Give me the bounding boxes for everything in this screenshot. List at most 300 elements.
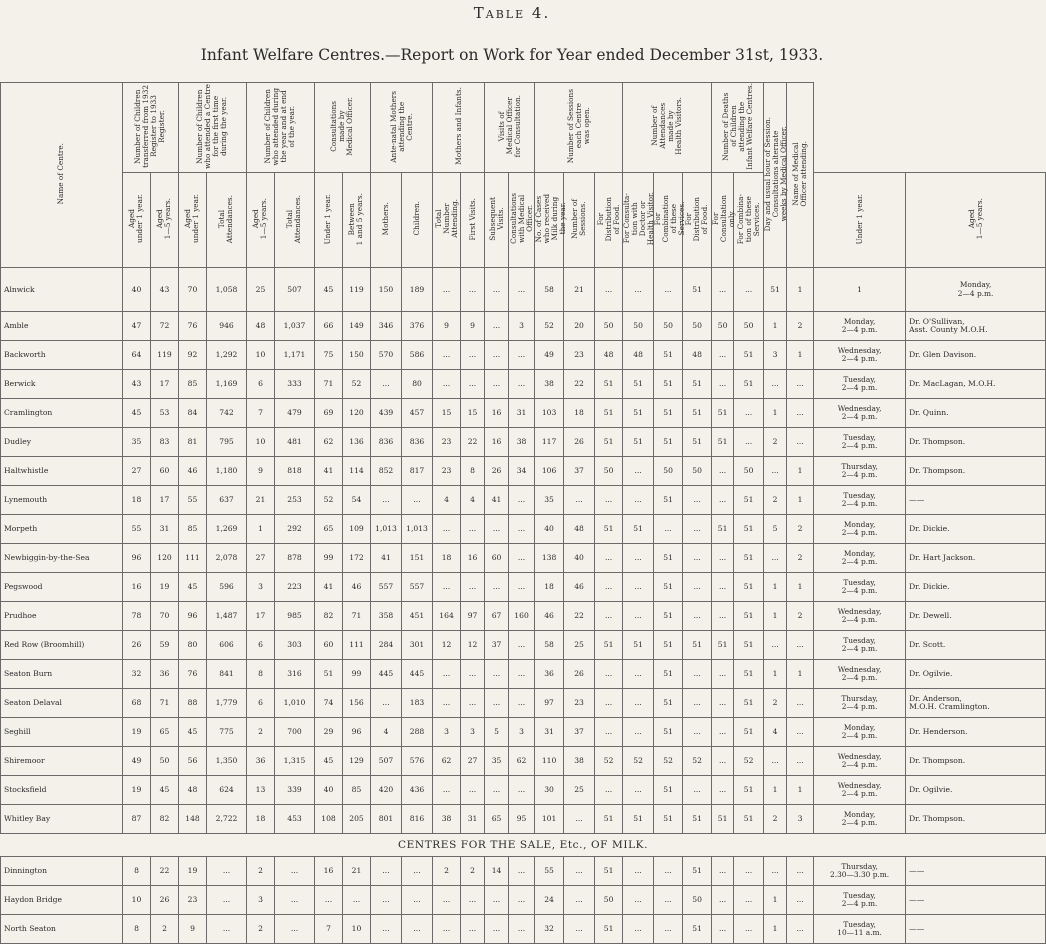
data-cell: 31 [461,805,485,834]
data-cell: 2 [787,602,814,631]
data-cell: 48 [247,312,275,341]
data-cell: 96 [123,544,151,573]
header-mothers-infants-text: Mothers and Infants. [453,87,463,166]
data-cell: 50 [654,312,683,341]
data-cell: 18 [123,486,151,515]
data-cell: 26 [485,457,509,486]
data-cell: 2 [764,689,787,718]
data-cell: 34 [509,457,535,486]
data-cell: 129 [343,747,371,776]
data-cell: ... [509,267,535,312]
medical-officer-text: —— [909,865,925,875]
data-cell: ... [433,341,461,370]
data-cell: 557 [402,573,433,602]
data-cell: 53 [151,399,179,428]
medical-officer [906,573,1046,602]
data-cell: ... [371,689,402,718]
data-cell: ... [461,886,485,915]
data-cell: ... [683,718,712,747]
data-cell: 1 [787,486,814,515]
session-day-hour-text: Wednesday, 2—4 p.m. [837,780,882,799]
data-cell: 31 [535,718,564,747]
data-cell: 26 [123,631,151,660]
data-cell: ... [654,886,683,915]
data-cell: 51 [683,370,712,399]
data-cell: 205 [343,805,371,834]
session-day-hour [814,747,906,776]
data-cell: 25 [247,267,275,312]
data-cell: 58 [535,267,564,312]
data-cell: 25 [564,776,595,805]
data-cell: 72 [151,312,179,341]
data-cell: 60 [151,457,179,486]
data-cell: 50 [595,457,623,486]
data-cell: 1 [764,660,787,689]
data-cell: ... [433,267,461,312]
table-row [1,544,1046,573]
data-cell: 8 [461,457,485,486]
data-cell: 51 [734,805,764,834]
data-cell: ... [712,486,734,515]
header-mo-name-text: Name of Medical Officer attending. [791,141,809,207]
data-cell: 23 [564,689,595,718]
data-cell: 54 [343,486,371,515]
data-cell: 71 [315,370,343,399]
data-cell: 30 [535,776,564,805]
data-cell: ... [623,544,654,573]
data-cell: 120 [343,399,371,428]
data-cell: 81 [179,428,207,457]
data-cell: 52 [535,312,564,341]
data-cell: ... [787,915,814,944]
data-cell: 41 [485,486,509,515]
data-cell: 76 [179,312,207,341]
data-cell: 852 [371,457,402,486]
data-cell: 818 [275,457,315,486]
subheader-col-6 [275,172,315,267]
medical-officer [906,457,1046,486]
data-cell: 55 [179,486,207,515]
data-cell: ... [343,886,371,915]
data-cell: ... [485,689,509,718]
data-cell: 15 [433,399,461,428]
table-row [1,857,1046,886]
table-row [1,457,1046,486]
data-cell: 51 [595,428,623,457]
data-cell: 3 [247,886,275,915]
data-cell: 51 [595,631,623,660]
medical-officer [906,312,1046,341]
header-antenatal-text: Ante-natal Mothers attending the Centre. [388,90,414,163]
data-cell: ... [712,857,734,886]
data-cell: 114 [343,457,371,486]
data-cell: ... [623,886,654,915]
data-cell: 453 [275,805,315,834]
subheader-col-16 [564,172,595,267]
data-cell: 21 [343,857,371,886]
data-cell: 97 [535,689,564,718]
data-cell: ... [207,915,247,944]
centre-name: Red Row (Broomhill) [1,631,123,660]
subheader-col-7 [315,172,343,267]
subheader-col-10-text: Children. [412,201,422,236]
data-cell: 301 [402,631,433,660]
data-cell: 43 [151,267,179,312]
data-cell: ... [433,515,461,544]
data-cell: 17 [151,486,179,515]
session-day-hour-text: Wednesday, 2—4 p.m. [837,751,882,770]
data-cell: 70 [179,267,207,312]
session-day-hour-text: Tuesday, 2—4 p.m. [841,577,878,596]
data-cell: 479 [275,399,315,428]
data-cell: 19 [179,857,207,886]
data-cell: ... [595,486,623,515]
data-cell: 48 [179,776,207,805]
data-cell: 150 [343,341,371,370]
medical-officer [906,602,1046,631]
data-cell: 1,169 [207,370,247,399]
data-cell: 80 [402,370,433,399]
data-cell: ... [509,515,535,544]
data-cell: ... [654,857,683,886]
data-cell: 60 [485,544,509,573]
data-cell: 1 [764,915,787,944]
data-cell: 151 [402,544,433,573]
data-cell: 1 [814,267,906,312]
medical-officer-text: Dr. Anderson, M.O.H. Cramlington. [909,693,990,712]
data-cell: 841 [207,660,247,689]
centre-name: Seaton Burn [1,660,123,689]
subheader-col-3-text: Aged under 1 year. [183,194,201,244]
data-cell: 8 [123,915,151,944]
data-cell: ... [564,886,595,915]
medical-officer [906,631,1046,660]
data-cell: 71 [151,689,179,718]
data-cell: 801 [371,805,402,834]
session-day-hour-text: Tuesday, 2—4 p.m. [841,374,878,393]
table-row [1,399,1046,428]
data-cell: ... [371,915,402,944]
subheader-col-20 [683,172,712,267]
data-cell: 51 [654,399,683,428]
data-cell: 40 [535,515,564,544]
data-cell: ... [734,428,764,457]
session-day-hour-text: Wednesday, 2—4 p.m. [837,606,882,625]
data-cell: 985 [275,602,315,631]
medical-officer [906,515,1046,544]
data-cell: 339 [275,776,315,805]
data-cell: 27 [247,544,275,573]
data-cell: 51 [654,718,683,747]
data-cell: 17 [151,370,179,399]
data-cell: 624 [207,776,247,805]
data-cell: 19 [123,718,151,747]
subheader-col-15-text: No. of Cases who received Milk during the year. [534,194,568,244]
medical-officer-text: Dr. Ogilvie. [909,784,953,794]
data-cell: 1 [764,776,787,805]
subheader-col-2-text: Aged 1—5 years. [155,198,173,240]
data-cell: 51 [595,399,623,428]
data-cell: 2 [151,915,179,944]
data-cell: ... [275,915,315,944]
data-cell: ... [433,915,461,944]
data-cell: 51 [654,660,683,689]
data-cell: 23 [433,457,461,486]
centre-name: Morpeth [1,515,123,544]
data-cell: 110 [535,747,564,776]
data-cell: ... [654,915,683,944]
data-cell: 16 [485,399,509,428]
data-cell: ... [623,457,654,486]
data-cell: 51 [654,428,683,457]
subheader-col-8 [343,172,371,267]
data-cell: ... [461,689,485,718]
session-day-hour [814,776,906,805]
data-cell: 96 [179,602,207,631]
centre-name: Seghill [1,718,123,747]
subheader-col-12-text: First Visits. [467,197,477,240]
session-day-hour [814,915,906,944]
data-cell: 2,722 [207,805,247,834]
data-cell: ... [509,915,535,944]
data-cell: ... [564,857,595,886]
data-cell: 51 [764,267,787,312]
data-cell: 358 [371,602,402,631]
sub-header-row [1,172,1046,267]
data-cell: ... [595,689,623,718]
data-cell: ... [654,267,683,312]
data-cell: 3 [764,341,787,370]
data-cell: 51 [734,718,764,747]
data-cell: ... [712,886,734,915]
data-cell: 97 [461,602,485,631]
subheader-col-19 [653,172,687,267]
centre-name: Cramlington [1,399,123,428]
data-cell: 160 [509,602,535,631]
data-cell: ... [734,399,764,428]
subheader-col-11 [433,172,461,267]
data-cell: 164 [433,602,461,631]
medical-officer [906,689,1046,718]
data-cell: 51 [734,689,764,718]
data-cell: ... [564,915,595,944]
table-row [1,428,1046,457]
data-cell: 5 [764,515,787,544]
data-cell: 85 [343,776,371,805]
data-cell: 51 [623,631,654,660]
header-day-hour-text: Day and usual hour of Session. Consultations alternate weeks by Medical Officer. [763,116,789,232]
data-cell: ... [787,718,814,747]
table-row [1,486,1046,515]
data-cell: 45 [179,718,207,747]
data-cell: 1 [787,776,814,805]
data-cell: ... [623,486,654,515]
table-row [1,805,1046,834]
data-cell: ... [683,602,712,631]
data-cell: 117 [535,428,564,457]
page-title: Infant Welfare Centres.—Report on Work for Year ended December 31st, 1933. [200,46,824,64]
data-cell: ... [485,660,509,689]
data-cell: 62 [315,428,343,457]
data-cell: 71 [343,602,371,631]
data-cell: 119 [151,341,179,370]
data-cell: 18 [433,544,461,573]
data-cell: 24 [535,886,564,915]
data-cell: 36 [247,747,275,776]
data-cell: 1,269 [207,515,247,544]
medical-officer-text: Dr. Scott. [909,639,946,649]
data-cell: 25 [564,631,595,660]
data-cell: 40 [315,776,343,805]
data-cell: 13 [247,776,275,805]
data-cell: ... [402,486,433,515]
centre-name: Pegswood [1,573,123,602]
data-cell: 41 [315,573,343,602]
session-day-hour [814,886,906,915]
data-cell: 7 [247,399,275,428]
data-cell: 29 [315,718,343,747]
data-cell: ... [275,886,315,915]
data-cell: ... [595,776,623,805]
data-cell: 45 [315,267,343,312]
data-cell: ... [764,747,787,776]
data-cell: ... [509,886,535,915]
data-cell: 16 [315,857,343,886]
data-cell: 51 [595,805,623,834]
data-cell: ... [764,857,787,886]
session-day-hour-text: Tuesday, 10—11 a.m. [837,919,882,938]
session-day-hour [814,631,906,660]
data-cell: ... [485,312,509,341]
data-cell: ... [595,718,623,747]
session-day-hour [814,370,906,399]
data-cell: ... [509,776,535,805]
data-cell: ... [433,776,461,805]
data-cell: 75 [315,341,343,370]
data-cell: 2 [787,544,814,573]
table-row [1,718,1046,747]
data-cell: 2 [787,515,814,544]
data-cell: 51 [315,660,343,689]
data-cell: 150 [371,267,402,312]
data-cell: ... [461,573,485,602]
data-cell: 51 [734,544,764,573]
data-cell: ... [712,689,734,718]
data-cell: 2 [247,915,275,944]
data-cell: 51 [712,428,734,457]
data-cell: 22 [461,428,485,457]
data-cell: 64 [123,341,151,370]
subheader-col-22 [734,172,764,267]
data-cell: 445 [371,660,402,689]
data-cell: 101 [535,805,564,834]
data-cell: 50 [595,312,623,341]
data-cell: 52 [654,747,683,776]
data-cell: 41 [371,544,402,573]
table-row [1,602,1046,631]
data-cell: 51 [595,370,623,399]
header-visits-mo [485,83,535,173]
session-day-hour-text: Monday, 2—4 p.m. [841,316,878,335]
data-cell: 1,350 [207,747,247,776]
table-row [1,515,1046,544]
data-cell: 570 [371,341,402,370]
data-cell: 35 [123,428,151,457]
data-cell: 10 [343,915,371,944]
data-cell: 50 [683,886,712,915]
data-cell: 51 [734,573,764,602]
data-cell: 1,058 [207,267,247,312]
medical-officer-text: Dr. Thompson. [909,755,966,765]
data-cell: 3 [433,718,461,747]
data-cell: 36 [151,660,179,689]
data-cell: 50 [623,312,654,341]
centre-name: Dinnington [1,857,123,886]
data-cell: 23 [564,341,595,370]
data-cell: 68 [123,689,151,718]
data-cell: 50 [595,886,623,915]
data-cell: 457 [402,399,433,428]
data-cell: ... [787,428,814,457]
medical-officer [906,544,1046,573]
data-cell: 596 [207,573,247,602]
data-cell: 878 [275,544,315,573]
session-day-hour [814,805,906,834]
data-cell: ... [595,602,623,631]
header-transferred [123,83,179,173]
data-cell: ... [712,573,734,602]
data-cell: 1 [787,573,814,602]
data-cell: 59 [151,631,179,660]
data-cell: 51 [712,515,734,544]
data-cell: 376 [402,312,433,341]
data-cell: 51 [734,660,764,689]
data-cell: 183 [402,689,433,718]
data-cell: ... [712,718,734,747]
data-cell: 795 [207,428,247,457]
data-cell: 420 [371,776,402,805]
data-cell: 65 [315,515,343,544]
data-cell: 52 [315,486,343,515]
data-cell: ... [683,573,712,602]
header-name-of-centre-text: Name of Centre. [56,143,66,205]
subheader-col-5-text: Aged 1—5 years. [251,198,269,240]
data-cell: ... [712,747,734,776]
data-cell: 51 [654,776,683,805]
data-cell: 16 [461,544,485,573]
data-cell: 62 [433,747,461,776]
data-cell: 4 [461,486,485,515]
data-cell: 51 [623,399,654,428]
centre-name: Alnwick [1,267,123,312]
subheader-col-14-text: Consultations with Medical Officer. [508,193,534,245]
session-day-hour-text: Monday, 2—4 p.m. [841,519,878,538]
data-cell: 43 [123,370,151,399]
medical-officer-text: —— [909,923,925,933]
subheader-col-19-text: For Combination of these Services. [653,195,687,243]
medical-officer-text: Dr. Ogilvie. [909,668,953,678]
data-cell: ... [461,660,485,689]
data-cell: ... [683,544,712,573]
medical-officer [906,370,1046,399]
data-cell: 88 [179,689,207,718]
data-cell: 136 [343,428,371,457]
data-cell: 1,013 [371,515,402,544]
data-cell: 172 [343,544,371,573]
table-body [1,267,1046,944]
data-cell: ... [509,689,535,718]
medical-officer-text: Dr. Dewell. [909,610,952,620]
